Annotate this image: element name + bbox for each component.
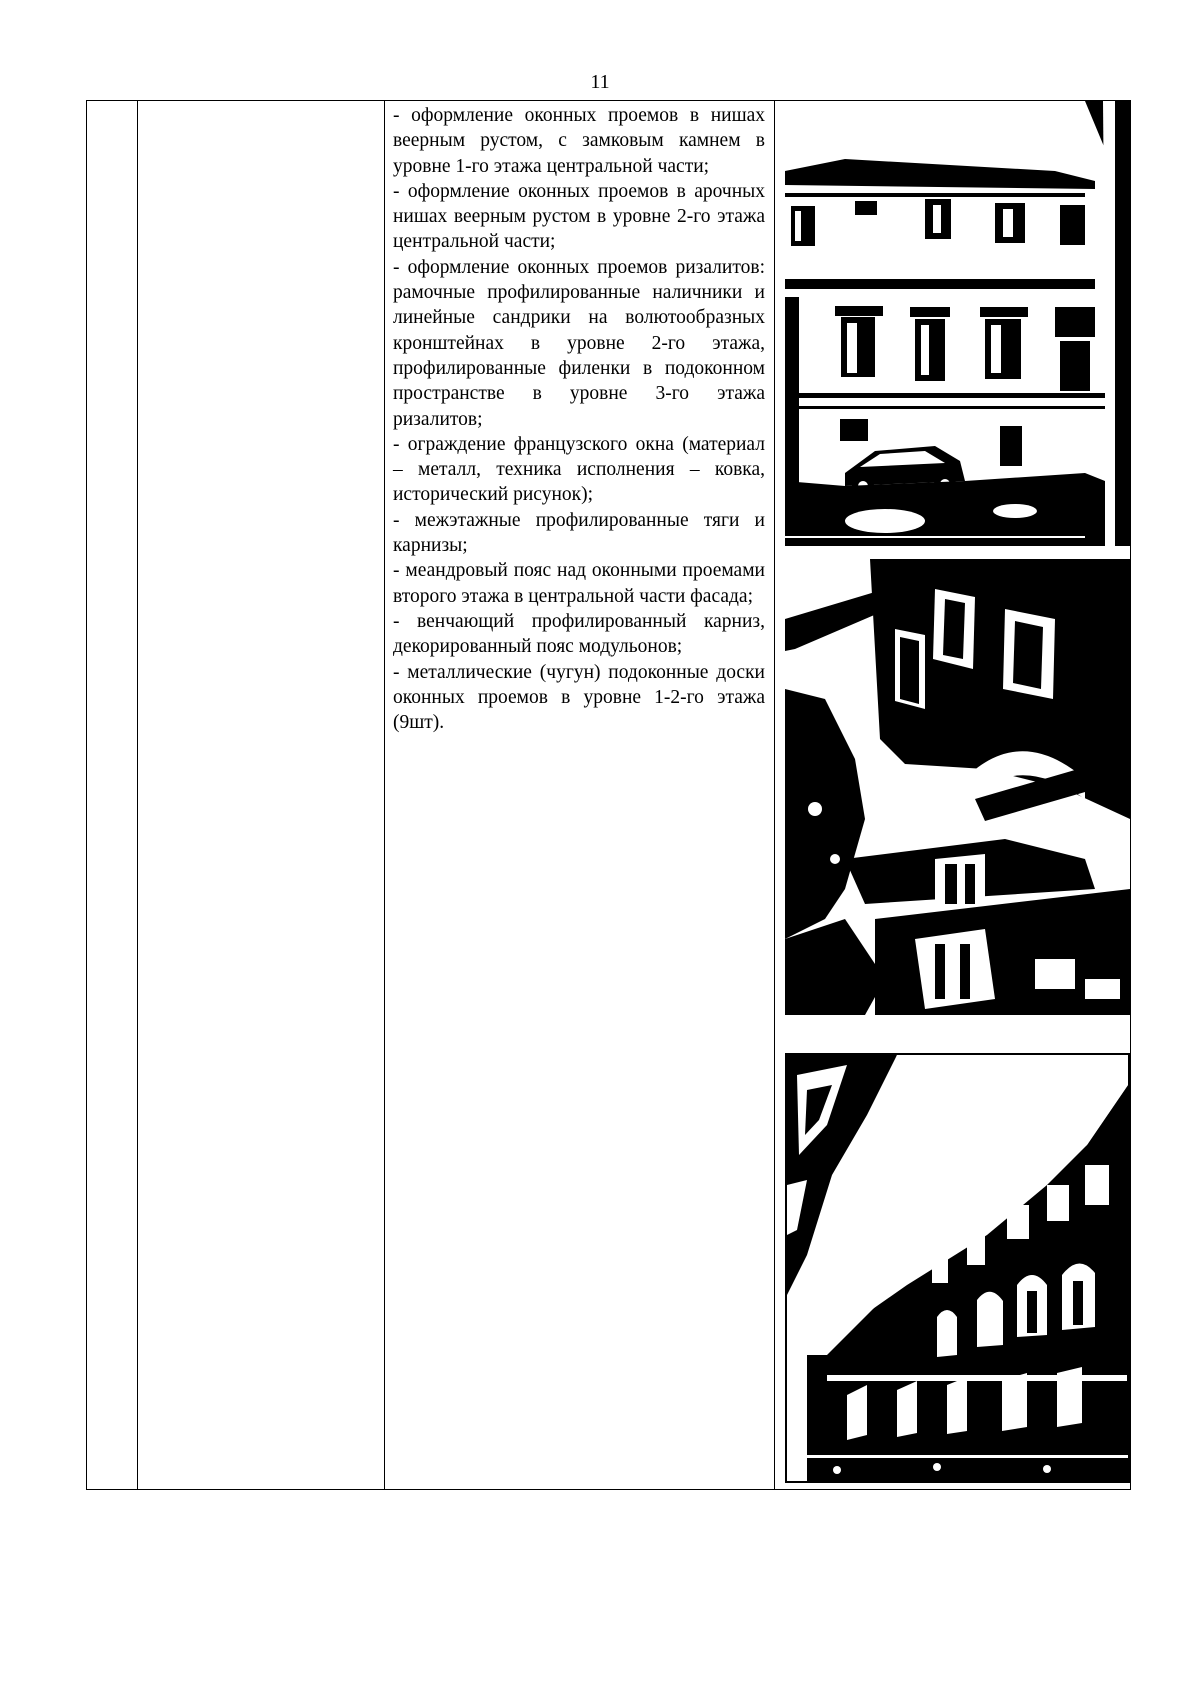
page-number: 11 [590,71,610,93]
features-list [393,103,765,735]
list-item: - межэтажные профилированные тяги и карнизы; [393,509,765,557]
list-item: - венчающий профилированный карниз, декорированный пояс модульонов; [393,610,765,658]
cell-features [385,101,775,1490]
monument-features-table [86,100,1131,1490]
building-facade-photo [785,101,1130,546]
list-item: - ограждение французского окна (материал – металл, техника исполнения – ковка, исторический рисунок); [393,433,765,506]
list-item: - оформление оконных проемов в арочных нишах веерным рустом в уровне 2-го этажа центральной части; [393,180,765,253]
table-row [87,101,1131,1490]
list-item: - меандровый пояс над оконными проемами второго этажа в центральной части фасада; [393,560,765,607]
list-item: - оформление оконных проемов в нишах веерным рустом, с замковым камнем в уровне 1-го этажа центральной части; [393,105,765,177]
cell-index [87,101,138,1490]
list-item: - металлические (чугун) подоконные доски оконных проемов в уровне 1-2-го этажа (9шт). [393,661,765,734]
balcony-corner-photo [785,559,1130,1015]
cell-name [138,101,385,1490]
list-item: - оформление оконных проемов ризалитов: рамочные профилированные наличники и линейные сандрики на волютообразных кронштейнах в уровне 2-го этажа, профилированные филенки в подоконном пространстве в уровне 3-го этажа ризалитов; [393,256,765,430]
cell-photos [775,101,1131,1490]
street-perspective-photo [785,1053,1130,1483]
